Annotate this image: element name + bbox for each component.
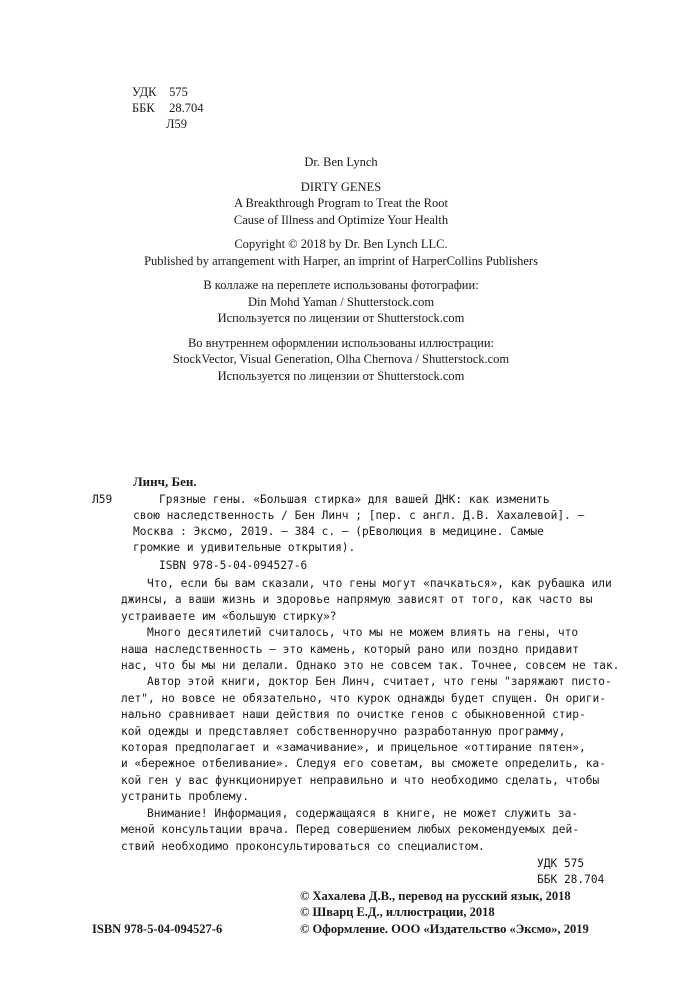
annotation-p1-line: устраиваете им «большую стирку»?: [121, 609, 337, 623]
bib-mark: Л59: [92, 493, 113, 506]
annotation-p1-line: Что, если бы вам сказали, что гены могут «пачкаться», как рубашка или: [147, 577, 612, 590]
cover-photos-line-1: В коллаже на переплете использованы фотографии:: [203, 278, 479, 292]
inner-illustrations-line-1: Во внутреннем оформлении использованы иллюстрации:: [187, 335, 495, 350]
credits-block: [0, 154, 682, 384]
original-author: Dr. Ben Lynch: [304, 155, 378, 169]
bib-line-4: громкие и удивительные открытия).: [133, 541, 356, 554]
bib-isbn: ISBN 978-5-04-094527-6: [159, 559, 308, 572]
original-subtitle-1: A Breakthrough Program to Treat the Root: [234, 196, 448, 210]
udk-label: УДК: [132, 85, 157, 99]
bib-line-3: Москва : Эксмо, 2019. — 384 с. — (рЕволюция в медицине. Самые: [133, 525, 544, 538]
annotation-p4-line: меной консультации врача. Перед совершением любых рекомендуемых дей-: [121, 823, 580, 837]
annotation-p3-line: и «бережное отбеливание». Следуя его советам, вы сможете определить, ка-: [121, 757, 606, 771]
bib-heading: Линч, Бен.: [133, 474, 197, 489]
bbk-value: 28.704: [169, 101, 204, 115]
bbk-row: [132, 100, 204, 116]
annotation-p3-line: устранить проблему.: [121, 790, 249, 804]
annotation-p2-line: наша наследственность — это камень, который рано или поздно придавит: [121, 642, 580, 656]
annotation-p3-line: кой ген у вас функционирует неправильно и что необходимо сделать, чтобы: [121, 773, 600, 787]
footer-copyright-design: © Оформление. ООО «Издательство «Эксмо», 2019: [300, 922, 589, 936]
footer-isbn: ISBN 978-5-04-094527-6: [92, 922, 223, 936]
author-mark: Л59: [166, 117, 187, 131]
inner-illustrations-line-3: Используется по лицензии от Shutterstock.com: [217, 368, 465, 383]
original-subtitle-2: Cause of Illness and Optimize Your Health: [233, 212, 449, 227]
original-title: DIRTY GENES: [300, 179, 382, 194]
cover-photos-line-2: Din Mohd Yaman / Shutterstock.com: [247, 294, 435, 309]
bbk-label: ББК: [132, 101, 155, 115]
annotation-p3-line: Автор этой книги, доктор Бен Линч, считает, что гены "заряжают писто-: [147, 675, 612, 689]
annotation-udk: УДК 575: [537, 857, 585, 870]
annotation-p3-line: лет", но вовсе не обязательно, что курок однажды будет спущен. Он ориги-: [121, 691, 606, 705]
footer-copyright-illustrations: © Шварц Е.Д., иллюстрации, 2018: [300, 905, 495, 919]
cover-photos-line-3: Используется по лицензии от Shutterstock.com: [217, 311, 465, 325]
annotation-p4-line: ствий необходимо проконсультироваться со специалистом.: [121, 839, 485, 853]
published-line: Published by arrangement with Harper, an imprint of HarperCollins Publishers: [144, 253, 538, 268]
annotation-p3-line: нально сравнивает наши действия по очистке генов с обыкновенной стир-: [121, 708, 586, 722]
footer-copyright-translation: © Хахалева Д.В., перевод на русский язык, 2018: [300, 889, 571, 903]
annotation-p1-line: джинсы, а ваши жизнь и здоровье напрямую зависят от того, как часто вы: [121, 593, 593, 607]
bib-line-2: свою наследственность / Бен Линч ; [пер. с англ. Д.В. Хахалевой]. —: [133, 509, 585, 522]
annotation-p2-line: Много десятилетий считалось, что мы не можем влиять на гены, что: [147, 626, 579, 640]
annotation-bbk: ББК 28.704: [537, 873, 605, 886]
udk-row: [132, 84, 188, 100]
inner-illustrations-line-2: StockVector, Visual Generation, Olha Chernova / Shutterstock.com: [172, 352, 510, 366]
annotation-p2-line: нас, что бы мы ни делали. Однако это не совсем так. Точнее, совсем не так.: [121, 659, 620, 673]
annotation-p4-line: Внимание! Информация, содержащаяся в книге, не может служить за-: [147, 806, 579, 820]
udk-value: 575: [169, 85, 188, 99]
bib-line-1: Грязные гены. «Большая стирка» для вашей ДНК: как изменить: [159, 493, 550, 506]
annotation-p3-line: которая предполагает и «замачивание», и прицельное «оттирание пятен»,: [121, 741, 586, 755]
copyright-line: Copyright © 2018 by Dr. Ben Lynch LLC.: [234, 237, 448, 251]
annotation-p3-line: кой одежды и представляет собственноручно разработанную программу,: [121, 724, 566, 738]
annotation-text: [121, 576, 620, 855]
